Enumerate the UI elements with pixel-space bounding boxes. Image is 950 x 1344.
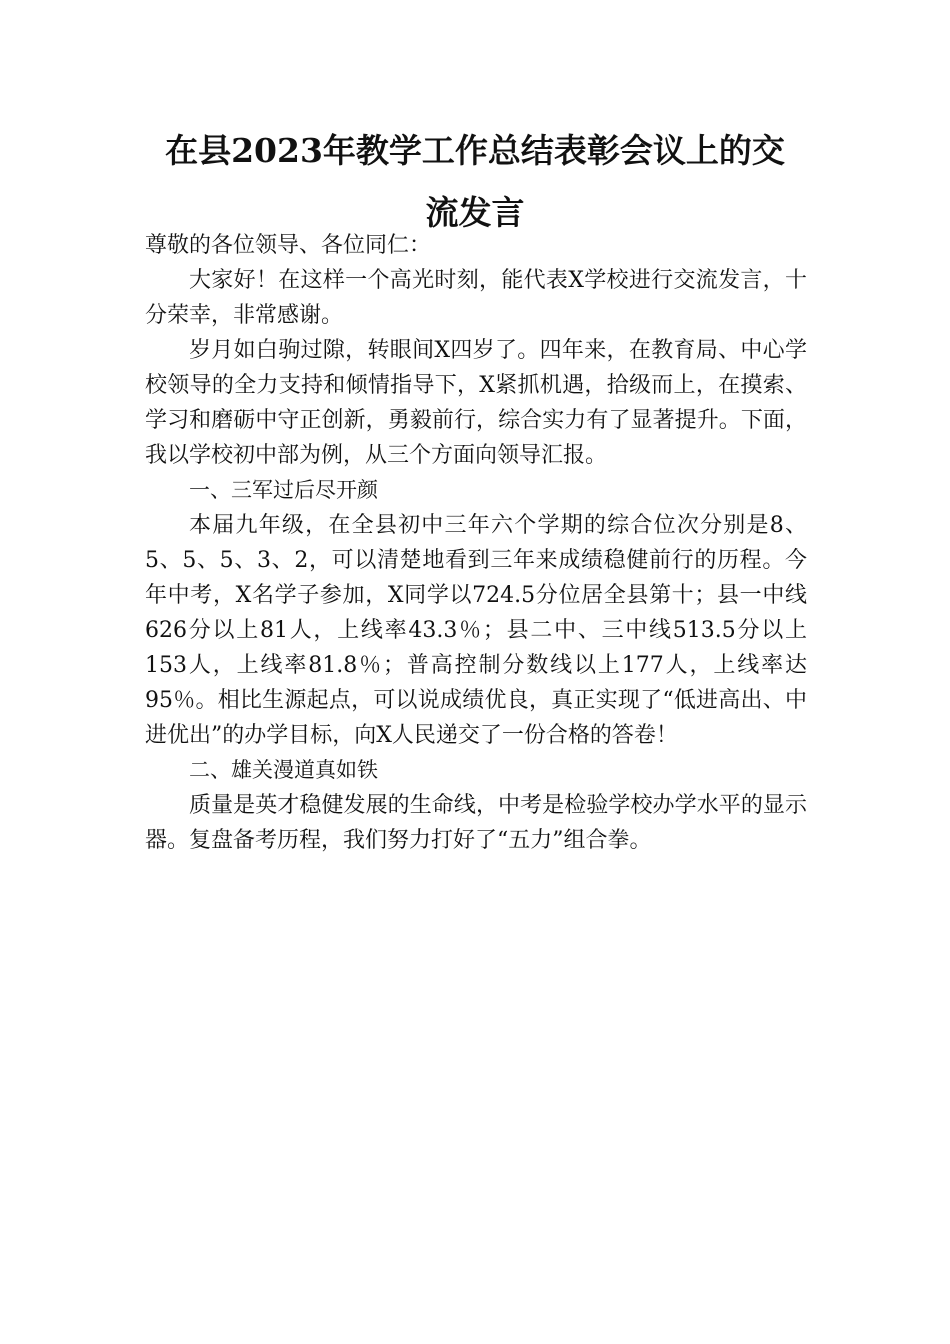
salutation: 尊敬的各位领导、各位同仁： [145, 233, 432, 258]
section-heading-1: 一、三军过后尽开颜 [189, 478, 378, 502]
paragraph-greeting: 大家好！在这样一个高光时刻，能代表X学校进行交流发言，十分荣幸，非常感谢。 [145, 268, 807, 328]
document-title [100, 120, 850, 244]
paragraph-intro: 岁月如白驹过隙，转眼间X四岁了。四年来，在教育局、中心学校领导的全力支持和倾情指导下，X紧抓机遇，拾级而上，在摸索、学习和磨砺中守正创新，勇毅前行，综合实力有了显著提升。下面，我以学校初中部为例，从三个方面向领导汇报。 [145, 338, 807, 468]
title-line-2: 流发言 [425, 193, 525, 232]
title-line-1: 在县2023年教学工作总结表彰会议上的交 [165, 131, 785, 170]
section-heading-2: 二、雄关漫道真如铁 [189, 758, 378, 782]
section-1-paragraph: 本届九年级，在全县初中三年六个学期的综合位次分别是8、5、5、5、3、2，可以清楚地看到三年来成绩稳健前行的历程。今年中考，X名学子参加，X同学以724.5分位居全县第十；县一中线626分以上81人，上线率43.3％；县二中、三中线513.5分以上153人，上线率81.8％；普高控制分数线以上177人，上线率达95％。相比生源起点，可以说成绩优良，真正实现了“低进高出、中进优出”的办学目标，向X人民递交了一份合格的答卷！ [145, 513, 807, 748]
document-body [145, 228, 807, 858]
section-2-paragraph: 质量是英才稳健发展的生命线，中考是检验学校办学水平的显示器。复盘备考历程，我们努力打好了“五力”组合拳。 [145, 793, 807, 853]
